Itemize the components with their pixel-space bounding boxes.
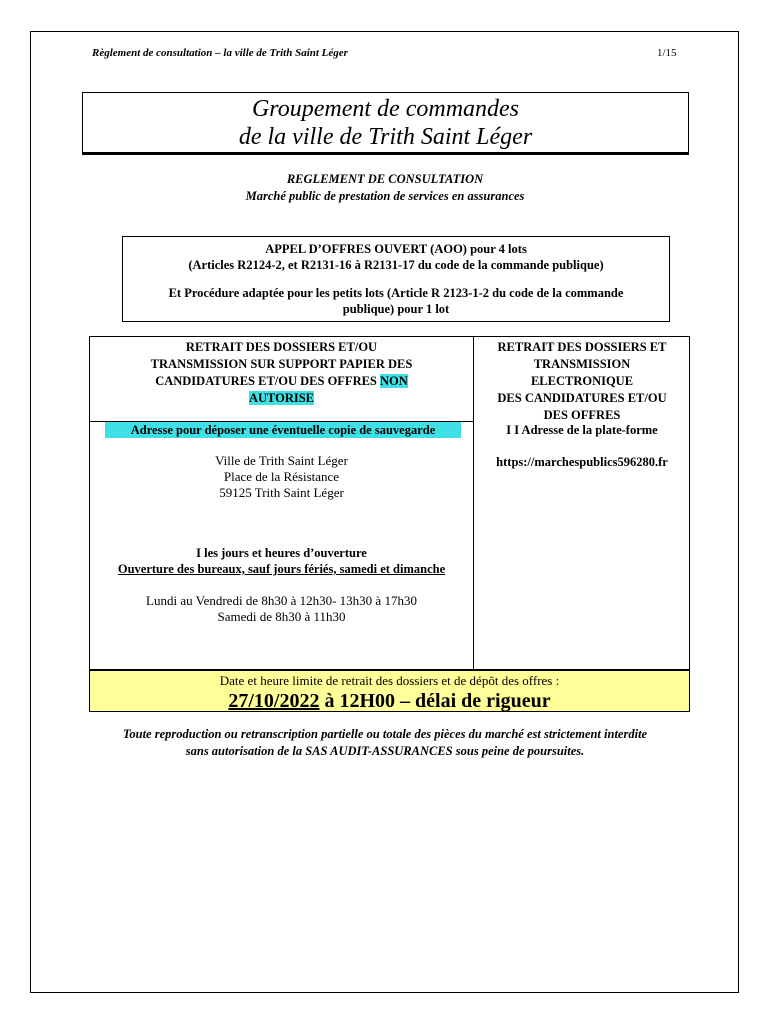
title-line-1: Groupement de commandes xyxy=(251,96,520,122)
deadline-box xyxy=(89,670,690,712)
opening-hours-note: Ouverture des bureaux, sauf jours fériés, samedi et dimanche xyxy=(117,562,446,576)
document-subject: Marché public de prestation de services en assurances xyxy=(245,189,525,203)
opening-hours-label: I les jours et heures d’ouverture xyxy=(196,546,367,560)
paper-withdrawal-heading: RETRAIT DES DOSSIERS ET/OU TRANSMISSION SUR SUPPORT PAPIER DES CANDIDATURES ET/OU DES OFFRES NON AUTORISE xyxy=(150,340,413,405)
deadline-date: 27/10/2022 à 12H00 – délai de rigueur xyxy=(228,690,551,712)
platform-url-link[interactable]: https://marchespublics596280.fr xyxy=(496,455,668,469)
document-type: REGLEMENT DE CONSULTATION xyxy=(286,172,484,186)
procedure-line-3: Et Procédure adaptée pour les petits lots (Article R 2123-1-2 du code de la commande xyxy=(168,286,624,300)
title-line-2: de la ville de Trith Saint Léger xyxy=(238,124,533,150)
procedure-line-1: APPEL D’OFFRES OUVERT (AOO) pour 4 lots xyxy=(265,242,527,256)
platform-label: I I Adresse de la plate-forme xyxy=(506,423,658,437)
procedure-line-4: publique) pour 1 lot xyxy=(342,302,450,316)
copyright-notice-line-2: sans autorisation de la SAS AUDIT-ASSURANCES sous peine de poursuites. xyxy=(185,744,585,758)
title-box xyxy=(82,92,689,153)
header-title: Règlement de consultation – la ville de Trith Saint Léger xyxy=(92,47,348,59)
procedure-box xyxy=(122,236,670,322)
title-underline xyxy=(82,153,689,155)
copyright-notice-line-1: Toute reproduction ou retranscription partielle ou totale des pièces du marché est strictement interdite xyxy=(122,727,648,741)
deadline-label: Date et heure limite de retrait des dossiers et de dépôt des offres : xyxy=(219,673,560,688)
withdrawal-table xyxy=(89,336,690,670)
backup-address-label: Adresse pour déposer une éventuelle copie de sauvegarde xyxy=(105,422,461,438)
procedure-line-2: (Articles R2124-2, et R2131-16 à R2131-17 du code de la commande publique) xyxy=(188,258,604,272)
postal-address: Ville de Trith Saint Léger Place de la Résistance 59125 Trith Saint Léger xyxy=(215,453,348,500)
electronic-withdrawal-heading: RETRAIT DES DOSSIERS ET TRANSMISSION ELECTRONIQUE DES CANDIDATURES ET/OU DES OFFRES xyxy=(497,340,667,422)
opening-hours: Lundi au Vendredi de 8h30 à 12h30- 13h30 à 17h30 Samedi de 8h30 à 11h30 xyxy=(146,593,417,624)
non-highlight: NON xyxy=(380,374,408,388)
autorise-highlight: AUTORISE xyxy=(248,391,315,405)
page-number: 1/15 xyxy=(657,47,677,59)
